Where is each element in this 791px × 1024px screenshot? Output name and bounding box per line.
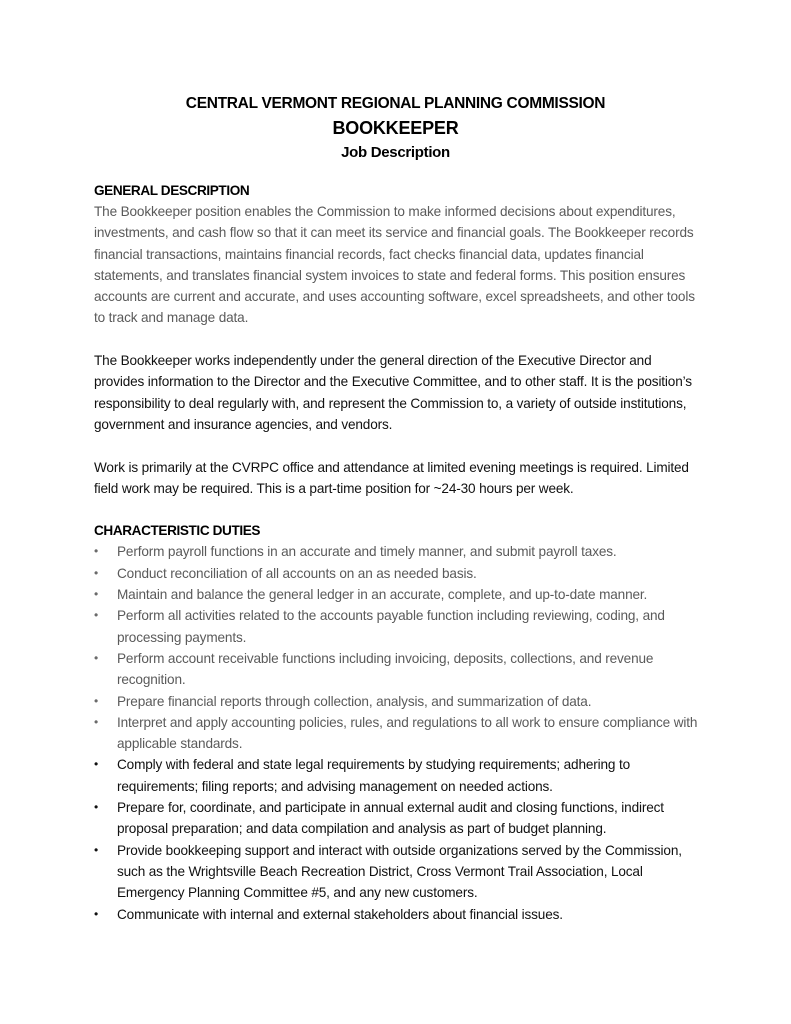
list-item-text: Perform all activities related to the accounts payable function including reviewing, coding, and processing payments. — [117, 608, 665, 645]
list-item — [94, 605, 704, 648]
list-item-text: Provide bookkeeping support and interact with outside organizations served by the Commission, such as the Wrightsville Beach Recreation District, Cross Vermont Trail Association, Local Emergency Planning Committee #5, and any new customers. — [117, 842, 682, 901]
characteristic-duties-section — [94, 520, 704, 924]
bullet-icon: • — [94, 842, 99, 857]
job-title: BOOKKEEPER — [332, 118, 459, 138]
document-subtitle: Job Description — [341, 144, 450, 161]
general-description-section — [94, 180, 704, 520]
list-item — [94, 904, 704, 925]
list-item-text: Conduct reconciliation of all accounts on an as needed basis. — [117, 565, 477, 581]
bullet-icon: • — [94, 800, 99, 815]
list-item — [94, 691, 704, 712]
list-item — [94, 754, 704, 797]
list-item — [94, 712, 704, 755]
list-item — [94, 584, 704, 605]
bullet-icon: • — [94, 565, 99, 580]
list-item-text: Prepare financial reports through collection, analysis, and summarization of data. — [117, 693, 592, 709]
list-item — [94, 797, 704, 840]
section-heading: CHARACTERISTIC DUTIES — [94, 523, 261, 539]
bullet-icon: • — [94, 906, 99, 921]
paragraph: The Bookkeeper position enables the Commission to make informed decisions about expenditures, investments, and cash flow so that it can meet its service and financial goals. The Bookkeeper records financial transactions, maintains financial records, fact checks financial data, updates financial statements, and translates financial system invoices to state and federal forms. This position ensures accounts are current and accurate, and uses accounting software, excel spreadsheets, and other tools to track and manage data. — [94, 204, 695, 326]
title-block — [0, 93, 791, 165]
paragraph: The Bookkeeper works independently under the general direction of the Executive Director and provides information to the Director and the Executive Committee, and to other staff. It is the position’s responsibility to deal regularly with, and represent the Commission to, a variety of outside institutions, government and insurance agencies, and vendors. — [94, 353, 692, 432]
list-item-text: Maintain and balance the general ledger in an accurate, complete, and up-to-date manner. — [117, 587, 648, 603]
list-item — [94, 840, 704, 904]
paragraph-spacer — [94, 435, 704, 456]
paragraph: Work is primarily at the CVRPC office and attendance at limited evening meetings is required. Limited field work may be required. This is a part-time position for ~24-30 hours per week. — [94, 459, 689, 496]
paragraph-spacer — [94, 329, 704, 350]
bullet-icon: • — [94, 544, 99, 559]
list-item — [94, 541, 704, 562]
paragraph-spacer — [94, 499, 704, 520]
list-item-text: Communicate with internal and external stakeholders about financial issues. — [117, 906, 563, 922]
list-item-text: Prepare for, coordinate, and participate in annual external audit and closing functions, indirect proposal preparation; and data compilation and analysis as part of budget planning. — [117, 800, 664, 837]
list-item-text: Perform payroll functions in an accurate and timely manner, and submit payroll taxes. — [117, 544, 617, 560]
bullet-icon: • — [94, 714, 99, 729]
list-item-text: Perform account receivable functions including invoicing, deposits, collections, and revenue recognition. — [117, 650, 654, 688]
bullet-icon: • — [94, 693, 99, 708]
list-item-text: Comply with federal and state legal requirements by studying requirements; adhering to requirements; filing reports; and advising management on needed actions. — [117, 757, 631, 794]
list-item — [94, 563, 704, 584]
duties-list — [94, 541, 704, 924]
bullet-icon: • — [94, 757, 99, 772]
document-body — [94, 180, 704, 925]
section-heading: GENERAL DESCRIPTION — [94, 183, 250, 198]
bullet-icon: • — [94, 608, 99, 623]
bullet-icon: • — [94, 587, 99, 602]
bullet-icon: • — [94, 650, 99, 665]
organization-name: CENTRAL VERMONT REGIONAL PLANNING COMMISSION — [185, 95, 606, 112]
list-item-text: Interpret and apply accounting policies, rules, and regulations to all work to ensure compliance with applicable standards. — [117, 714, 698, 752]
list-item — [94, 648, 704, 691]
